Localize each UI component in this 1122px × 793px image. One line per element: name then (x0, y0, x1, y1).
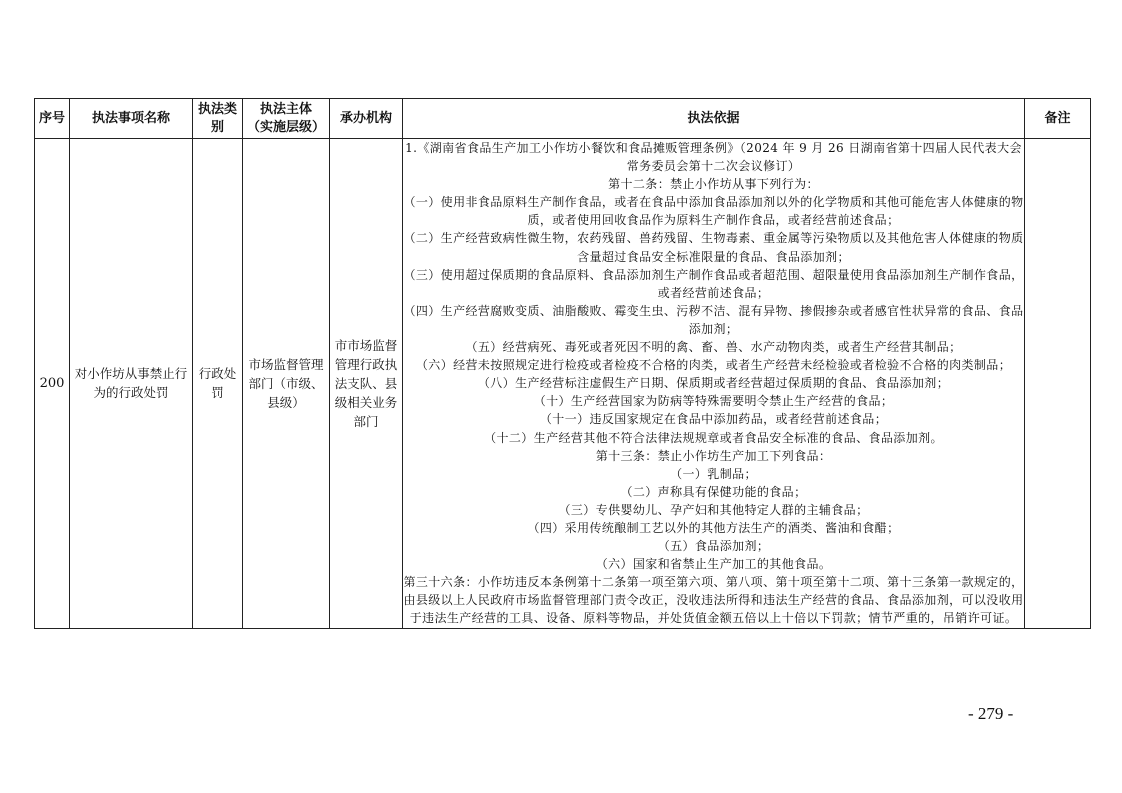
header-remark: 备注 (1025, 99, 1091, 139)
header-subject-line2: （实施层级） (246, 119, 325, 135)
header-basis: 执法依据 (403, 99, 1025, 139)
basis-paragraph: （三）使用超过保质期的食品原料、食品添加剂生产制作食品或者超范围、超限量使用食品添加剂生产制作食品，或者经营前述食品； (403, 267, 1024, 300)
page-number: - 279 - (968, 704, 1014, 723)
basis-paragraph: 第十三条：禁止小作坊生产加工下列食品： (595, 448, 832, 463)
basis-paragraph: （六）国家和省禁止生产加工的其他食品。 (595, 557, 832, 572)
basis-paragraph: （五）经营病死、毒死或者死因不明的禽、畜、兽、水产动物肉类，或者生产经营其制品； (465, 340, 962, 355)
enforcement-table (34, 98, 1091, 629)
basis-paragraph: （五）食品添加剂； (657, 539, 770, 554)
basis-paragraph: （二）声称具有保健功能的食品； (620, 484, 807, 499)
header-subject (243, 99, 330, 139)
basis-paragraph: （一）使用非食品原料生产制作食品，或者在食品中添加食品添加剂以外的化学物质和其他可能危害人体健康的物质，或者使用回收食品作为原料生产制作食品，或者经营前述食品； (403, 195, 1024, 228)
basis-paragraph: （八）生产经营标注虚假生产日期、保质期或者经营超过保质期的食品、食品添加剂； (477, 376, 950, 391)
header-name: 执法事项名称 (70, 99, 193, 139)
row-basis (403, 139, 1025, 629)
basis-paragraph: （二）生产经营致病性微生物，农药残留、兽药残留、生物毒素、重金属等污染物质以及其他危害人体健康的物质含量超过食品安全标准限量的食品、食品添加剂； (403, 231, 1024, 264)
row-category: 行政处罚 (193, 139, 243, 629)
row-name: 对小作坊从事禁止行为的行政处罚 (70, 139, 193, 629)
basis-paragraph: （十）生产经营国家为防病等特殊需要明令禁止生产经营的食品； (533, 394, 894, 409)
header-row (35, 99, 1091, 139)
basis-paragraph: （三）专供婴幼儿、孕产妇和其他特定人群的主辅食品； (558, 502, 869, 517)
basis-paragraph: （四）生产经营腐败变质、油脂酸败、霉变生虫、污秽不洁、混有异物、掺假掺杂或者感官性状异常的食品、食品添加剂； (403, 303, 1024, 336)
basis-paragraph: （四）采用传统酿制工艺以外的其他方法生产的酒类、酱油和食醋； (527, 520, 900, 535)
row-subject: 市场监督管理部门（市级、县级） (243, 139, 330, 629)
basis-paragraph: 1.《湖南省食品生产加工小作坊小餐饮和食品摊贩管理条例》（2024 年 9 月 26 日湖南省第十四届人民代表大会常务委员会第十二次会议修订） (405, 141, 1022, 174)
row-seq: 200 (35, 139, 70, 629)
basis-paragraph: 第三十六条：小作坊违反本条例第十二条第一项至第六项、第八项、第十项至第十二项、第十三条第一款规定的，由县级以上人民政府市场监督管理部门责令改正，没收违法所得和违法生产经营的食品、食品添加剂，可以没收用于违法生产经营的工具、设备、原料等物品，并处货值金额五倍以上十倍以下罚款；情节严重的，吊销许可证。 (403, 575, 1024, 626)
basis-paragraph: （六）经营未按照规定进行检疫或者检疫不合格的肉类，或者生产经营未经检验或者检验不合格的肉类制品； (415, 358, 1012, 373)
table-row (35, 139, 1091, 629)
basis-paragraph: （十一）违反国家规定在食品中添加药品，或者经营前述食品； (539, 412, 888, 427)
row-remark (1025, 139, 1091, 629)
header-seq: 序号 (35, 99, 70, 139)
basis-paragraph: （十二）生产经营其他不符合法律法规规章或者食品安全标准的食品、食品添加剂。 (484, 430, 943, 445)
row-agency: 市市场监督管理行政执法支队、县级相关业务部门 (330, 139, 403, 629)
header-subject-line1: 执法主体 (259, 101, 312, 117)
header-agency: 承办机构 (330, 99, 403, 139)
header-category: 执法类别 (193, 99, 243, 139)
basis-paragraph: 第十二条：禁止小作坊从事下列行为： (608, 177, 819, 192)
basis-paragraph: （一）乳制品； (670, 466, 757, 481)
